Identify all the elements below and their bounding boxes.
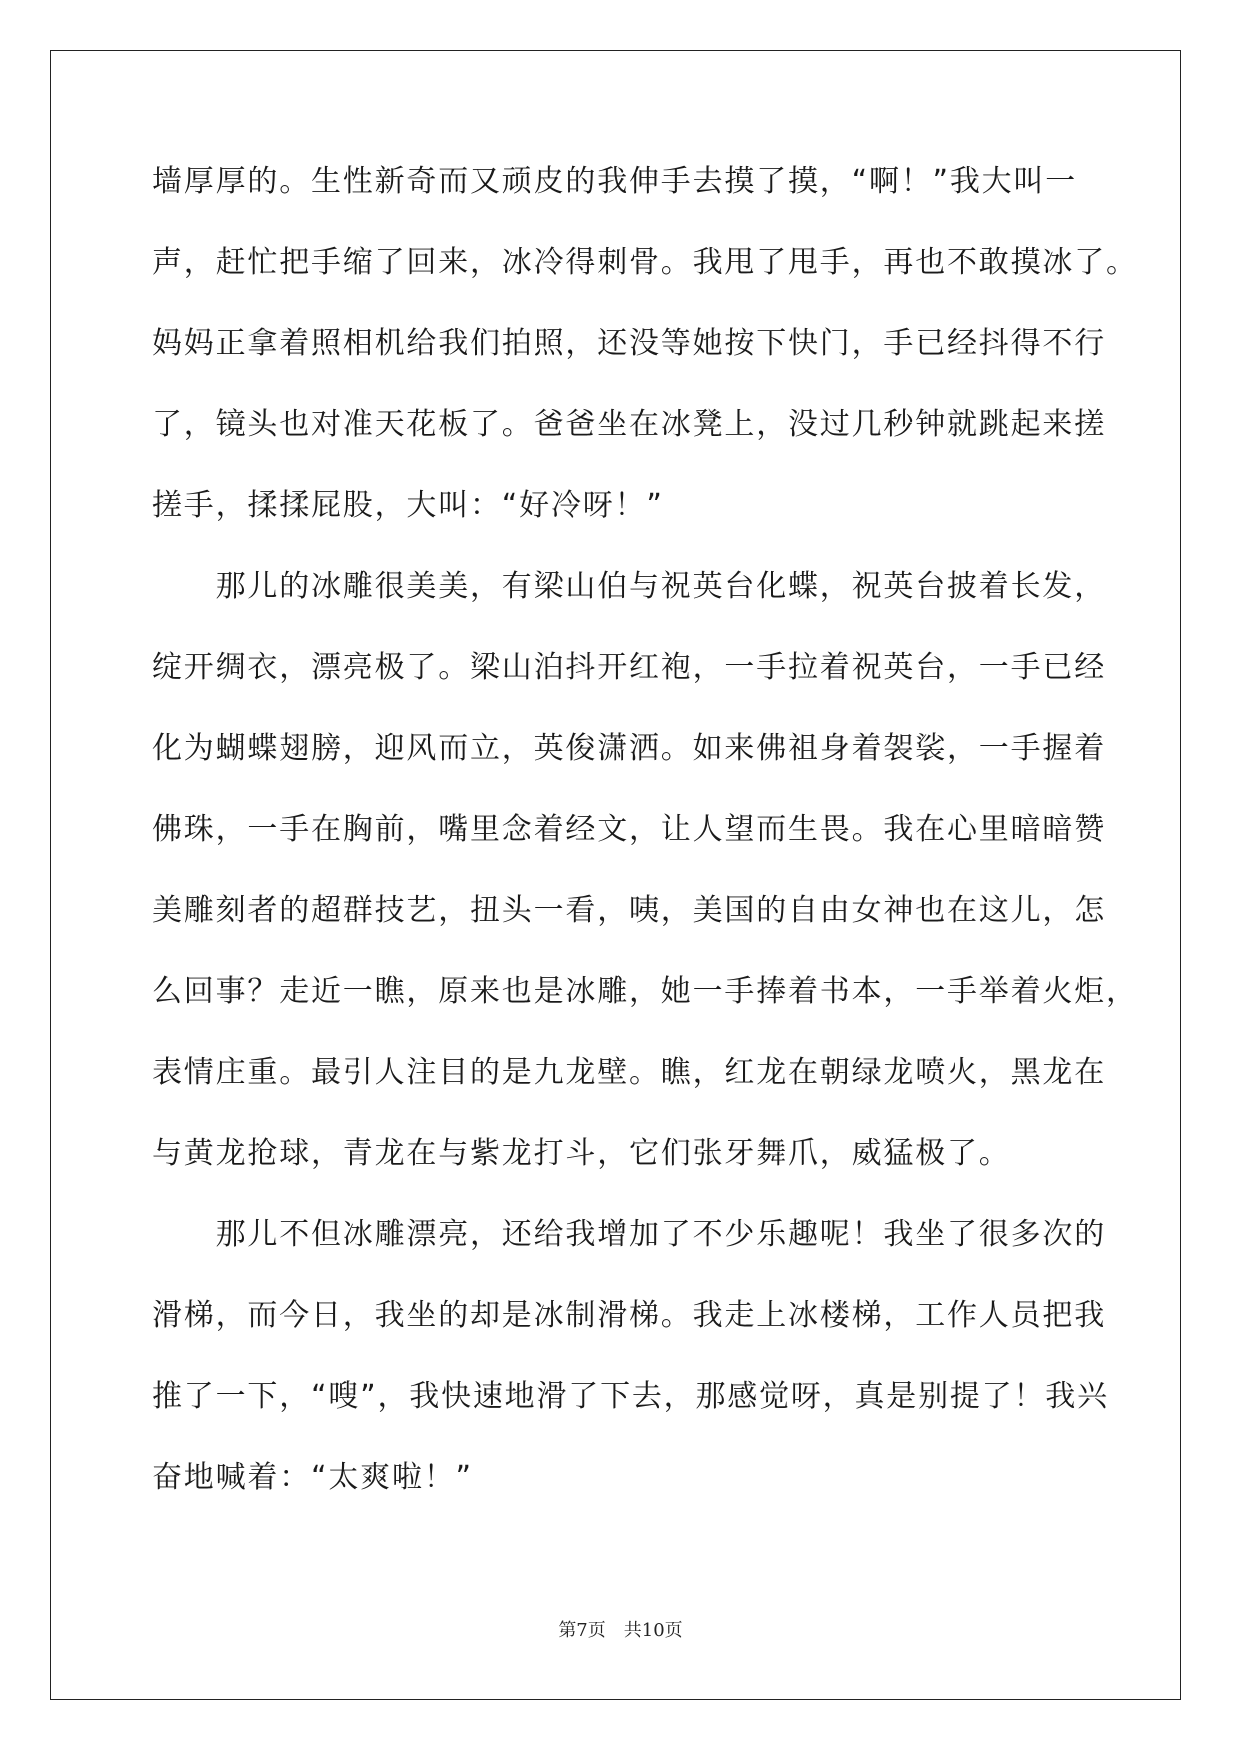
- text-line: 那儿的冰雕很美美，有梁山伯与祝英台化蝶，祝英台披着长发，: [152, 569, 1106, 604]
- text-line: 搓手，揉揉屁股，大叫：“好冷呀！”: [152, 488, 664, 523]
- body-text: [152, 160, 1138, 1537]
- text-line: 那儿不但冰雕漂亮，还给我增加了不少乐趣呢！我坐了很多次的: [152, 1217, 1106, 1252]
- page-number-label: 第7页 共10页: [558, 1620, 683, 1641]
- text-line: 化为蝴蝶翅膀，迎风而立，英俊潇洒。如来佛祖身着袈裟，一手握着: [152, 731, 1106, 766]
- text-line: 奋地喊着：“太爽啦！”: [152, 1460, 473, 1495]
- page-footer: [0, 1616, 1241, 1642]
- text-line: 滑梯，而今日，我坐的却是冰制滑梯。我走上冰楼梯，工作人员把我: [152, 1298, 1106, 1333]
- text-line: 与黄龙抢球，青龙在与紫龙打斗，它们张牙舞爪，威猛极了。: [152, 1136, 1011, 1171]
- text-line: 推了一下，“嗖”，我快速地滑了下去，那感觉呀，真是别提了！我兴: [152, 1379, 1109, 1414]
- text-line: 声，赶忙把手缩了回来，冰冷得刺骨。我甩了甩手，再也不敢摸冰了。: [152, 245, 1138, 280]
- text-line: 么回事？走近一瞧，原来也是冰雕，她一手捧着书本，一手举着火炬，: [152, 974, 1138, 1009]
- text-line: 墙厚厚的。生性新奇而又顽皮的我伸手去摸了摸，“啊！”我大叫一: [152, 164, 1078, 199]
- text-line: 佛珠，一手在胸前，嘴里念着经文，让人望而生畏。我在心里暗暗赞: [152, 812, 1106, 847]
- text-line: 绽开绸衣，漂亮极了。梁山泊抖开红袍，一手拉着祝英台，一手已经: [152, 650, 1106, 685]
- text-line: 妈妈正拿着照相机给我们拍照，还没等她按下快门，手已经抖得不行: [152, 326, 1106, 361]
- text-line: 美雕刻者的超群技艺，扭头一看，咦，美国的自由女神也在这儿，怎: [152, 893, 1106, 928]
- text-line: 了，镜头也对准天花板了。爸爸坐在冰凳上，没过几秒钟就跳起来搓: [152, 407, 1106, 442]
- text-line: 表情庄重。最引人注目的是九龙壁。瞧，红龙在朝绿龙喷火，黑龙在: [152, 1055, 1106, 1090]
